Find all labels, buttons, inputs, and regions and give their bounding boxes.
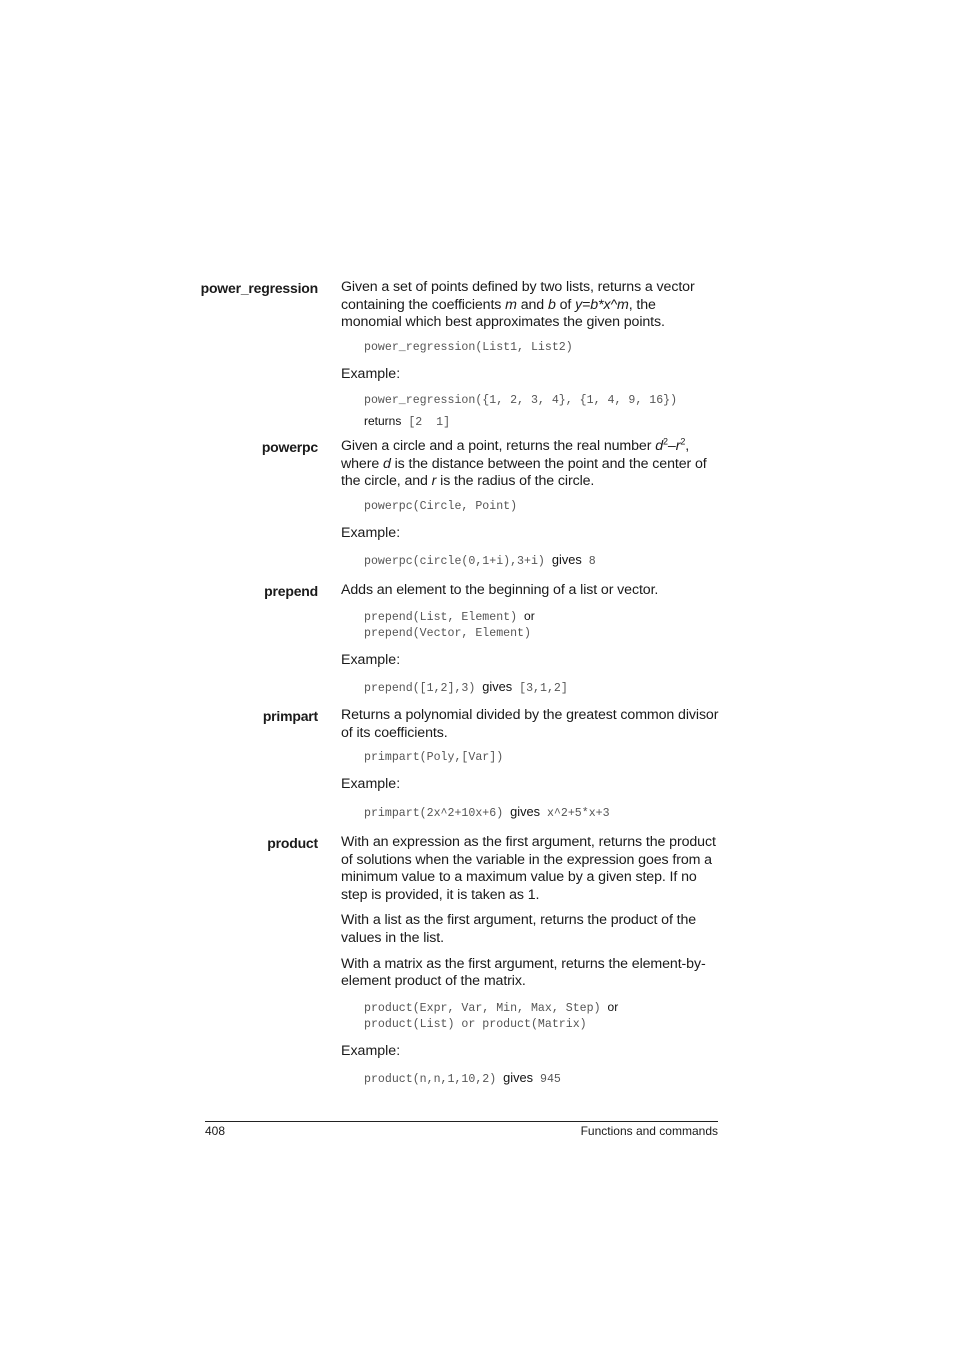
entry-term: prepend	[264, 583, 318, 599]
syntax-code: prepend(List, Element) or	[364, 608, 535, 624]
entry-term: primpart	[262, 708, 318, 724]
syntax-code: primpart(Poly,[Var])	[364, 751, 504, 765]
entry-description: With a list as the first argument, returns the product of the values in the list.	[341, 912, 697, 946]
syntax-code: product(Expr, Var, Min, Max, Step) or	[364, 999, 619, 1015]
section-title: Functions and commands	[580, 1124, 718, 1138]
example-label: Example:	[341, 524, 401, 541]
entry-body	[341, 438, 719, 580]
entry-description: Adds an element to the beginning of a list or vector.	[341, 582, 659, 598]
example-label: Example:	[341, 365, 401, 382]
entry-description: Given a circle and a point, returns the real number $d^2-r^2$, where d is the distance between the point and the center of the circle, and r is the radius of the circle.	[341, 436, 707, 490]
entry-description: With an expression as the first argument, returns the product of solutions when the variable in the expression goes from a minimum value to a maximum value by a given step. If no step is provided, it is taken as 1.	[341, 834, 716, 903]
entry-body	[341, 279, 719, 441]
entry-body	[341, 582, 719, 707]
syntax-code: power_regression(List1, List2)	[364, 340, 573, 354]
syntax-code: powerpc(Circle, Point)	[364, 499, 518, 513]
syntax-code: prepend(Vector, Element)	[364, 626, 531, 640]
entry-term: power_regression	[200, 280, 318, 296]
entry-description: Returns a polynomial divided by the greatest common divisor of its coefficients.	[341, 707, 719, 741]
page-number: 408	[205, 1124, 226, 1138]
example-label: Example:	[341, 776, 401, 793]
example-label: Example:	[341, 651, 401, 668]
footer-rule	[205, 1121, 718, 1122]
entry-body	[341, 834, 719, 1098]
example-code: product(n,n,1,10,2) gives 945	[364, 1070, 561, 1087]
example-code: primpart(2x^2+10x+6) gives x^2+5*x+3	[364, 803, 610, 820]
entry-description: With a matrix as the first argument, returns the element-by-element product of the matrix.	[341, 955, 706, 990]
example-code: power_regression({1, 2, 3, 4}, {1, 4, 9, 16})	[364, 394, 678, 408]
syntax-code: product(List) or product(Matrix)	[364, 1017, 587, 1031]
entry-term: powerpc	[261, 439, 318, 455]
example-code: prepend([1,2],3) gives [3,1,2]	[364, 679, 568, 696]
example-result: returns [2 1]	[364, 414, 451, 430]
entry-body	[341, 707, 719, 832]
entry-description: Given a set of points defined by two lists, returns a vector containing the coefficients m and b of y=b*x^m, the monomial which best approximates the given points.	[341, 279, 695, 331]
example-code: powerpc(circle(0,1+i),3+i) gives 8	[364, 552, 596, 569]
example-label: Example:	[341, 1042, 401, 1059]
entry-term: product	[267, 835, 318, 851]
